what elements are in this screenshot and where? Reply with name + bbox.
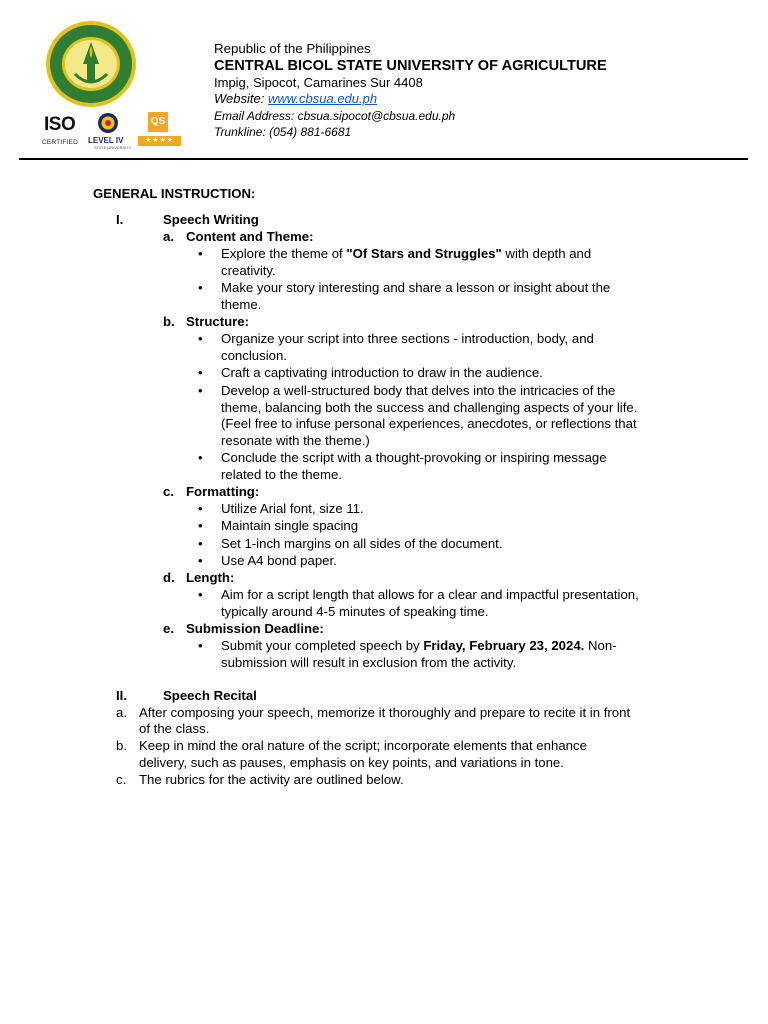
list-item: Set 1-inch margins on all sides of the document.	[221, 536, 503, 551]
recital-item: The rubrics for the activity are outlined below.	[139, 772, 404, 787]
list-item-continuation: theme, balancing both the success and challenging aspects of your life.	[221, 400, 638, 415]
subsection-a-title: Content and Theme:	[186, 229, 314, 244]
subsection-d-letter: d.	[163, 570, 175, 585]
recital-item: Keep in mind the oral nature of the script; incorporate elements that enhance	[139, 738, 587, 753]
recital-item-continuation: of the class.	[139, 721, 210, 736]
bullet-icon: •	[198, 331, 203, 346]
list-item: Make your story interesting and share a lesson or insight about the	[221, 280, 611, 295]
level-iv-badge	[87, 112, 131, 152]
list-item: Submit your completed speech by Friday, February 23, 2024. Non-	[221, 638, 617, 653]
subsection-e-letter: e.	[163, 621, 174, 636]
subsection-b-letter: b.	[163, 314, 175, 329]
bullet-icon: •	[198, 365, 203, 380]
recital-item-continuation: delivery, such as pauses, emphasis on key points, and variations in tone.	[139, 755, 564, 770]
accreditation-badges	[40, 112, 190, 152]
bullet-icon: •	[198, 518, 203, 533]
bullet-icon: •	[198, 553, 203, 568]
letterhead	[214, 41, 607, 140]
list-item: Explore the theme of "Of Stars and Struggles" with depth and	[221, 246, 592, 261]
level-badge-text: LEVEL IV	[88, 136, 124, 145]
subsection-b-title: Structure:	[186, 314, 250, 329]
email-line: Email Address: cbsua.sipocot@cbsua.edu.ph	[214, 108, 456, 123]
trunkline-line: Trunkline: (054) 881-6681	[214, 124, 352, 139]
website-label: Website:	[214, 91, 268, 106]
level-iv-emblem-icon	[97, 112, 119, 134]
bullet-icon: •	[198, 450, 203, 465]
subsection-d-title: Length:	[186, 570, 235, 585]
republic-line: Republic of the Philippines	[214, 41, 371, 56]
subsection-c-letter: c.	[163, 484, 174, 499]
qs-badge-logo: QS	[148, 112, 168, 132]
website-line	[214, 91, 607, 108]
list-item-continuation: creativity.	[221, 263, 276, 278]
bullet-icon: •	[198, 587, 203, 602]
iso-badge-subtext: CERTIFIED	[42, 139, 78, 146]
general-instruction-heading: GENERAL INSTRUCTION:	[93, 186, 256, 201]
list-item-continuation: conclusion.	[221, 348, 287, 363]
list-item: Utilize Arial font, size 11.	[221, 501, 364, 516]
university-name: CENTRAL BICOL STATE UNIVERSITY OF AGRICULTURE	[214, 57, 607, 74]
qs-stars-badge	[138, 112, 182, 152]
recital-item-letter: c.	[116, 772, 127, 787]
iso-certified-badge	[40, 112, 84, 152]
bullet-icon: •	[198, 280, 203, 295]
list-item-continuation: submission will result in exclusion from the activity.	[221, 655, 517, 670]
list-item-continuation: (Feel free to infuse personal experiences, anecdotes, or reflections that	[221, 416, 637, 431]
bullet-icon: •	[198, 501, 203, 516]
bullet-icon: •	[198, 536, 203, 551]
section-2-number: II.	[116, 688, 127, 703]
list-item: Use A4 bond paper.	[221, 553, 337, 568]
recital-item: After composing your speech, memorize it thoroughly and prepare to recite it in front	[139, 705, 631, 720]
level-badge-subtext: STATE UNIVERSITY	[94, 145, 132, 150]
list-item-continuation: resonate with the theme.)	[221, 433, 370, 448]
recital-item-letter: b.	[116, 738, 127, 753]
website-link[interactable]: www.cbsua.edu.ph	[267, 91, 378, 106]
subsection-e-title: Submission Deadline:	[186, 621, 324, 636]
section-1-title: Speech Writing	[163, 212, 259, 227]
iso-badge-text: ISO	[44, 114, 76, 135]
university-seal-logo	[45, 20, 137, 108]
recital-item-letter: a.	[116, 705, 127, 720]
qs-badge-stars: ★★★★	[138, 136, 181, 146]
subsection-c-title: Formatting:	[186, 484, 260, 499]
university-address: Impig, Sipocot, Camarines Sur 4408	[214, 74, 423, 90]
list-item: Craft a captivating introduction to draw in the audience.	[221, 365, 543, 380]
list-item: Maintain single spacing	[221, 518, 359, 533]
section-1-number: I.	[116, 212, 124, 227]
subsection-a-letter: a.	[163, 229, 174, 244]
list-item: Conclude the script with a thought-provoking or inspiring message	[221, 450, 607, 465]
list-item-continuation: typically around 4-5 minutes of speaking time.	[221, 604, 489, 619]
list-item: Aim for a script length that allows for a clear and impactful presentation,	[221, 587, 639, 602]
bullet-icon: •	[198, 638, 203, 653]
list-item: Organize your script into three sections - introduction, body, and	[221, 331, 594, 346]
list-item: Develop a well-structured body that delves into the intricacies of the	[221, 383, 616, 398]
bullet-icon: •	[198, 246, 203, 261]
list-item-continuation: theme.	[221, 297, 262, 312]
section-2-title: Speech Recital	[163, 688, 257, 703]
header-divider	[19, 158, 748, 160]
bullet-icon: •	[198, 383, 203, 398]
list-item-continuation: related to the theme.	[221, 467, 342, 482]
